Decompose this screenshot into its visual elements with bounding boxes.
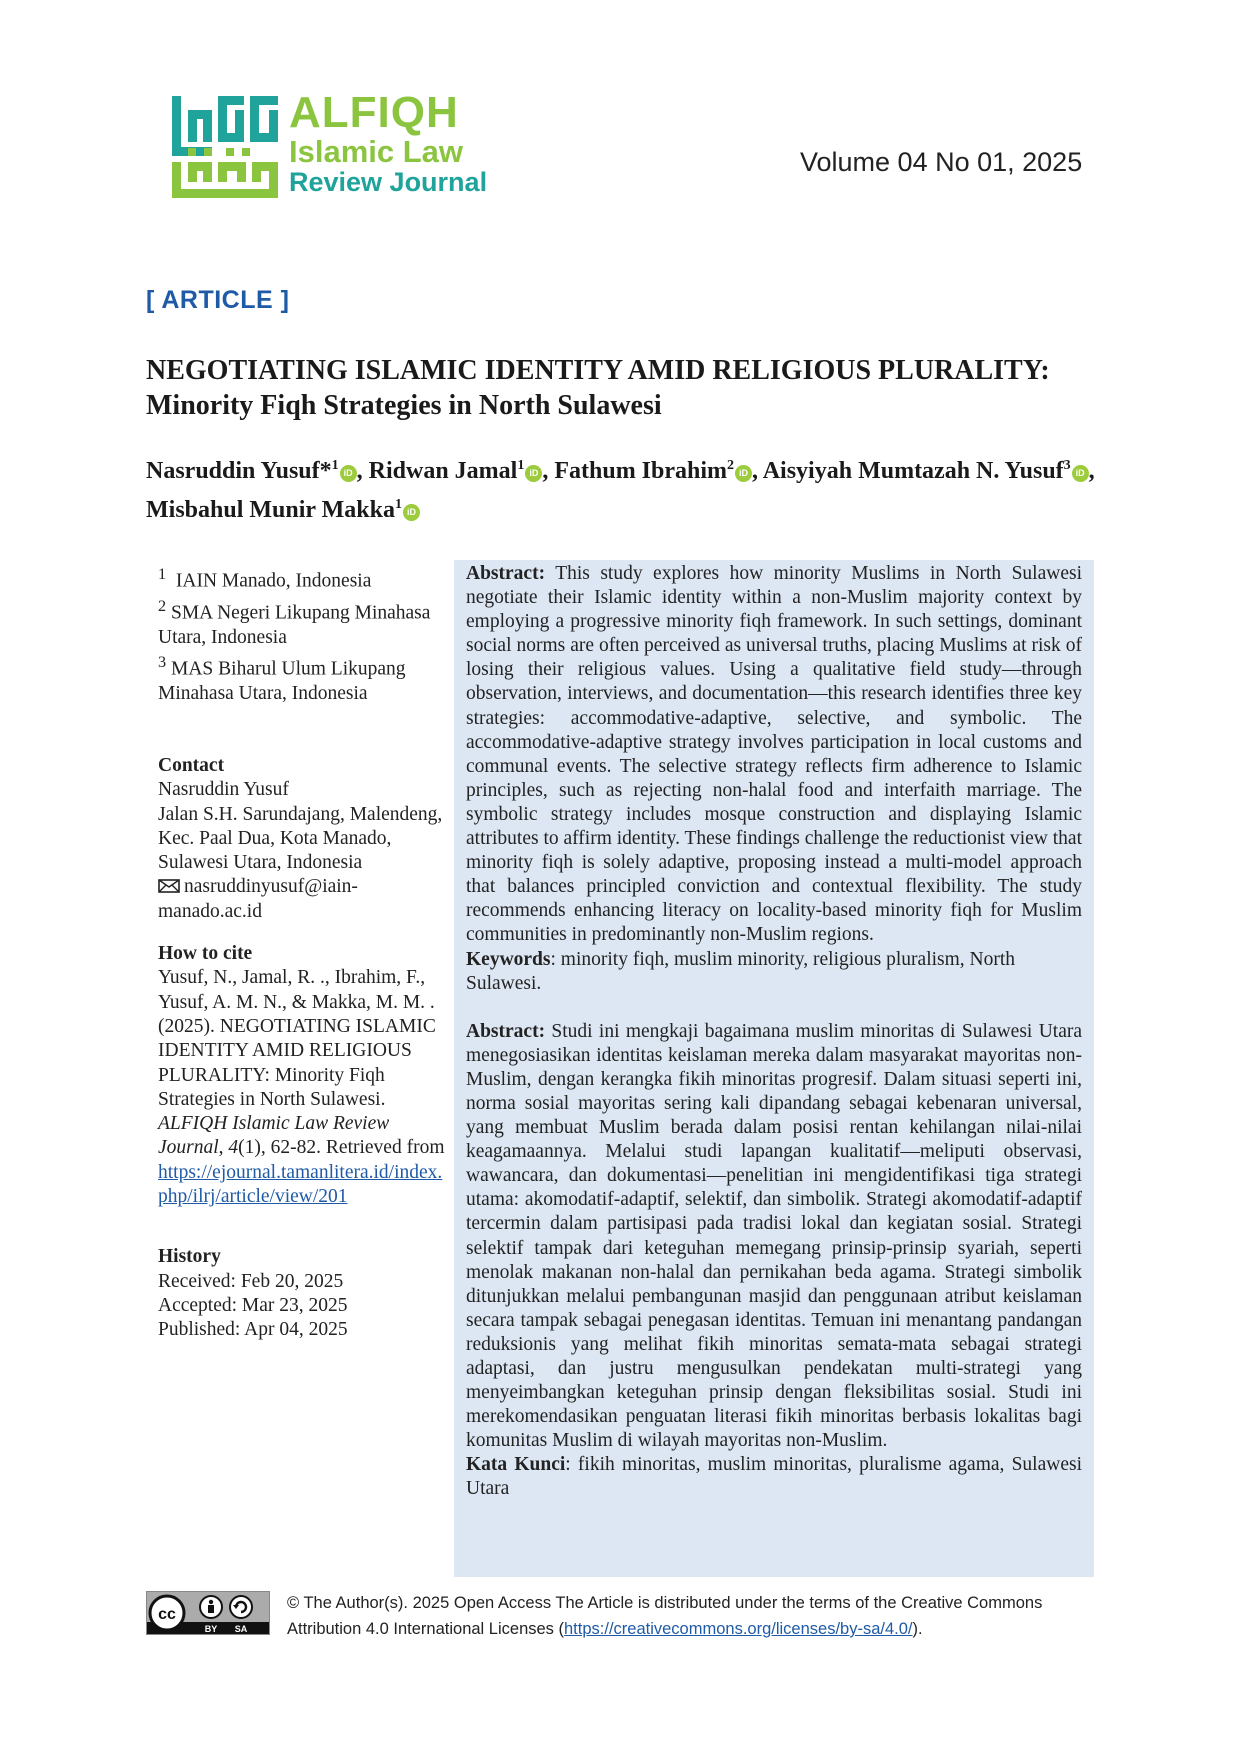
affiliation-num: 1 — [158, 565, 167, 583]
cite-volume: 4 — [228, 1137, 239, 1159]
logo-subtitle-2: Review Journal — [289, 167, 488, 197]
history-received: Received: Feb 20, 2025 — [158, 1270, 344, 1292]
affiliation-text: MAS Biharul Ulum Likupang Minahasa Utara, Indonesia — [158, 658, 406, 704]
author-name: Fathum Ibrahim — [554, 458, 728, 484]
article-tag: [ ARTICLE ] — [146, 286, 290, 314]
affiliation-num: 2 — [158, 596, 167, 615]
keywords-label: Keywords — [466, 948, 551, 970]
title-line-2: Minority Fiqh Strategies in North Sulawesi — [146, 390, 662, 421]
contact-name: Nasruddin Yusuf — [158, 779, 289, 801]
cc-by-sa-icon — [147, 1592, 269, 1634]
affiliation-num: 3 — [158, 652, 167, 671]
license-statement — [287, 1590, 1097, 1642]
affiliation-3 — [158, 650, 448, 706]
title-line-1: NEGOTIATING ISLAMIC IDENTITY AMID RELIGIOUS PLURALITY: — [146, 355, 1050, 386]
sidebar-info — [158, 562, 448, 1343]
contact-address: Jalan S.H. Sarundajang, Malendeng, Kec. Paal Dua, Kota Manado, Sulawesi Utara, Indonesia — [158, 803, 443, 874]
affiliation-text: SMA Negeri Likupang Minahasa Utara, Indonesia — [158, 602, 431, 648]
abstract-indonesian — [466, 1020, 1082, 1454]
logo-kufic-mark — [168, 92, 286, 202]
abstract-text: This study explores how minority Muslims in North Sulawesi negotiate their Islamic identity within a non-Muslim majority context by employing a progressive minority fiqh framework. In such settings, dominant social norms are often perceived as universal truths, placing Muslims at risk of losing their religious values. Using a qualitative field study—through observation, interviews, and documentation—this research identifies three key strategies: accommodative-adaptive, selective, and symbolic. The accommodative-adaptive strategy involves participation in local customs and communal events. The selective strategy reflects firm adherence to Islamic principles, such as rejecting non-halal food and interfaith marriage. The symbolic strategy includes mosque construction and displaying Islamic attributes to affirm identity. These findings challenge the reductionist view that minority fiqh is solely adaptive, proposing instead a multi-model approach that balances principled conviction and contextual flexibility. The study recommends enhancing literacy on locality-based minority fiqh for Muslim communities in predominantly non-Muslim regions. — [466, 563, 1082, 946]
license-link[interactable]: https://creativecommons.org/licenses/by-sa/4.0/ — [564, 1620, 913, 1638]
cite-retrieved: Retrieved from — [325, 1137, 445, 1159]
cc-sa-label: SA — [234, 1624, 248, 1634]
logo-subtitle: Islamic Law — [289, 134, 464, 169]
contact-email-row — [158, 875, 448, 924]
abstract-content — [466, 562, 1082, 1502]
keywords-indonesian — [466, 1453, 1082, 1501]
journal-logo — [168, 88, 498, 204]
author-name: Aisyiyah Mumtazah N. Yusuf — [762, 458, 1064, 484]
cc-by-label: BY — [204, 1624, 218, 1634]
article-title — [146, 353, 1106, 423]
keywords-text: : minority fiqh, muslim minority, religious pluralism, North Sulawesi. — [466, 948, 1016, 994]
orcid-icon[interactable]: iD — [735, 465, 752, 482]
orcid-icon[interactable]: iD — [403, 504, 420, 521]
cc-license-badge[interactable] — [146, 1591, 270, 1635]
logo-title: ALFIQH — [289, 88, 459, 137]
author-affil-sup: 1 — [394, 497, 402, 512]
cite-body: Yusuf, N., Jamal, R. ., Ibrahim, F., Yusuf, A. M. N., & Makka, M. M. . (2025). NEGOTIATING ISLAMIC IDENTITY AMID RELIGIOUS PLURALITY: Minority Fiqh Strategies in North Sulawesi. — [158, 967, 436, 1110]
cite-issue: (1), 62-82. — [238, 1137, 322, 1159]
orcid-icon[interactable]: iD — [340, 465, 357, 482]
license-end: ). — [912, 1620, 923, 1638]
abstract-english — [466, 562, 1082, 948]
history-accepted: Accepted: Mar 23, 2025 — [158, 1294, 348, 1316]
affiliation-text: IAIN Manado, Indonesia — [175, 570, 372, 592]
author-name: Ridwan Jamal — [368, 458, 518, 484]
abstract-label: Abstract: — [466, 563, 546, 584]
cite-link-row — [158, 1161, 448, 1210]
keywords-english — [466, 948, 1082, 996]
history-heading: History — [158, 1246, 221, 1268]
orcid-icon[interactable]: iD — [525, 465, 542, 482]
abstract-box — [454, 560, 1094, 1577]
svg-text:cc: cc — [158, 1606, 176, 1623]
cite-link[interactable]: https://ejournal.tamanlitera.id/index.php/ilrj/article/view/201 — [158, 1161, 443, 1208]
author-affil-sup: 3 — [1063, 458, 1071, 473]
author-list: Nasruddin Yusuf*$^1$ iD , Ridwan Jamal$^1$ iD , Fathum Ibrahim$^2$ iD , Aisyiyah Mumtazah N. Yusuf$^3$ iD , Misbahul Munir Makka$^1$ iD — [146, 458, 1095, 523]
mail-icon — [158, 879, 180, 893]
license-text: © The Author(s). 2025 Open Access The Article is distributed under the terms of the Creative Commons Attribution 4.0 International Licenses ( — [287, 1594, 1043, 1638]
author-affil-sup: 1 — [331, 458, 339, 473]
author-name: Nasruddin Yusuf* — [146, 458, 332, 484]
history-published: Published: Apr 04, 2025 — [158, 1319, 348, 1341]
cite-journal: ALFIQH Islamic Law Review Journal — [158, 1113, 390, 1159]
abstract-label: Abstract: — [466, 1020, 546, 1042]
keywords-text: : fikih minoritas, muslim minoritas, pluralisme agama, Sulawesi Utara — [466, 1454, 1082, 1500]
volume-info: Volume 04 No 01, 2025 — [800, 147, 1083, 177]
affiliation-1 — [158, 562, 448, 594]
cite-heading: How to cite — [158, 943, 253, 965]
author-affil-sup: 1 — [517, 458, 525, 473]
affiliation-2 — [158, 594, 448, 650]
abstract-text: Studi ini mengkaji bagaimana muslim minoritas di Sulawesi Utara menegosiasikan identitas keislaman mereka dalam masyarakat mayoritas non-Muslim, dengan kerangka fikih minoritas progresif. Dalam situasi seperti ini, norma sosial mayoritas sering kali dipandang sebagai kebenaran universal, yang membuat Muslim berada dalam posisi rentan kehilangan nilai-nilai keagamaannya. Melalui studi lapangan kualitatif—meliputi observasi, wawancara, dan dokumentasi—penelitian ini mengidentifikasi tiga strategi utama: akomodatif-adaptif, selektif, dan simbolik. Strategi akomodatif-adaptif tercermin dalam partisipasi pada tradisi lokal dan kegiatan sosial. Strategi selektif tampak dari keteguhan memegang prinsip-prinsip syariah, seperti menolak makanan non-halal dan pernikahan beda agama. Strategi simbolik ditunjukkan melalui pembangunan masjid dan penggunaan atribut keislaman secara tampak sebagai penegasan identitas. Temuan ini menantang pandangan reduksionis yang melihat fikih minoritas semata-mata sebagai strategi adaptasi, dan justru mengusulkan pendekatan multi-strategi yang menyeimbangkan keteguhan prinsip dengan fleksibilitas sosial. Studi ini merekomendasikan penguatan literasi fikih minoritas berbasis lokalitas bagi komunitas Muslim di wilayah mayoritas non-Muslim. — [466, 1020, 1082, 1452]
orcid-icon[interactable]: iD — [1072, 465, 1089, 482]
cite-text: Yusuf, N., Jamal, R. ., Ibrahim, F., Yusuf, A. M. N., & Makka, M. M. . (2025). NEGOTIATING ISLAMIC IDENTITY AMID RELIGIOUS PLURALITY: Minority Fiqh Strategies in North Sulawesi. ALFIQH Islamic Law Review Journal, 4(1), 62-82. Retrieved from — [158, 967, 445, 1159]
keywords-label: Kata Kunci — [466, 1454, 566, 1476]
contact-heading: Contact — [158, 754, 225, 776]
author-name: Misbahul Munir Makka — [146, 497, 395, 523]
author-affil-sup: 2 — [727, 458, 735, 473]
contact-email[interactable]: nasruddinyusuf@iain-manado.ac.id — [158, 876, 358, 922]
